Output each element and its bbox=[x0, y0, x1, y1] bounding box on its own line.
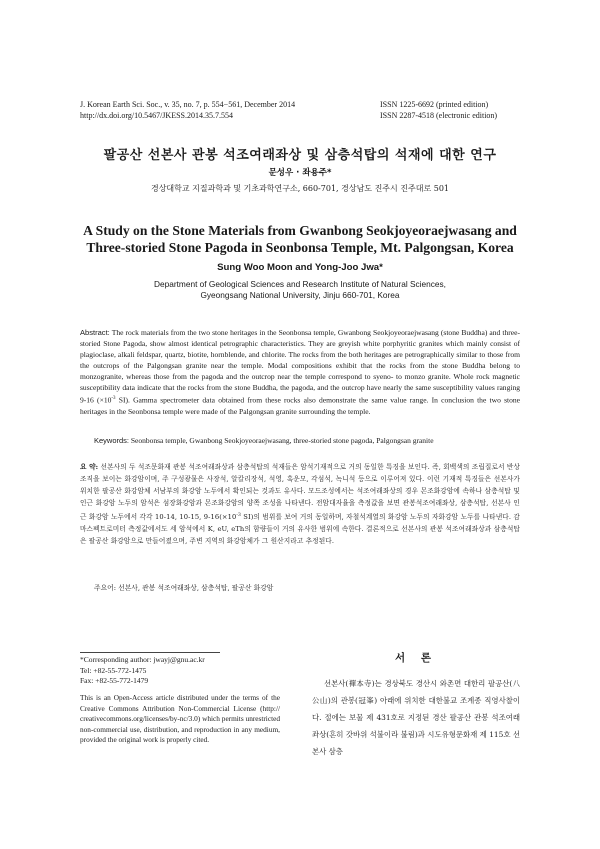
corresponding-tel: Tel: +82-55-772-1475 bbox=[80, 665, 147, 675]
korean-affiliation: 경상대학교 지질과학과 및 기초과학연구소, 660-701, 경상남도 진주시 진주대로 501 bbox=[150, 184, 450, 193]
keywords-text: Seonbonsa temple, Gwanbong Seokjoyeoraejwasang, three-storied stone pagoda, Palgongsan granite bbox=[129, 436, 434, 445]
journal-citation: J. Korean Earth Sci. Soc., v. 35, no. 7, p. 554−561, December 2014 bbox=[80, 100, 296, 109]
abstract-text: The rock materials from the two stone heritages in the Seonbonsa temple, Gwanbong Seokjoyeoraejwasang (stone Buddha) and three-storied Stone Pagoda, show almost identical petrographic characteristics. They are greyish white porphyritic granites which mainly consist of plagioclase, alkali feldspar, quartz, biotite, hornblende, and chlorite. The rocks from the both heritages are petrographically similar to those from the outcrops of the Palgongsan granite near the temple. Modal compositions exhibit that the rocks from the stone Buddha belong to monzogranite, whereas those from the pagoda and the outcrop near the temple correspond to syeno- to monzo granite. Whole rock magnetic susceptibility data indicate that the rocks from the stone Buddha, the pagoda, and the outcrop have nearly the same susceptibility values ranging 9-16 (×10 bbox=[80, 328, 520, 405]
english-title-line1: A Study on the Stone Materials from Gwanbong Seokjoyeoraejwasang and bbox=[83, 223, 517, 238]
corresponding-info bbox=[80, 655, 280, 687]
korean-abstract-label: 요 약: bbox=[80, 463, 99, 471]
issn-electronic: ISSN 2287-4518 (electronic edition) bbox=[380, 111, 498, 120]
footnote-rule bbox=[80, 652, 220, 653]
abstract-label: Abstract: bbox=[80, 328, 110, 337]
korean-keywords-label: 주요어: bbox=[94, 584, 116, 592]
english-affiliation bbox=[0, 279, 600, 301]
abstract-superscript: -3 bbox=[111, 396, 116, 401]
korean-abstract-superscript: -3 bbox=[236, 512, 241, 518]
issn-print: ISSN 1225-6692 (printed edition) bbox=[380, 100, 489, 109]
english-authors: Sung Woo Moon and Yong-Joo Jwa* bbox=[217, 262, 383, 273]
introduction-text: 선본사(禪本寺)는 경상북도 경산시 와촌면 대한리 팔공산(八公山)의 관봉(冠峯) 아래에 위치한 대한불교 조계종 직영사찰이다. 절에는 보물 제 431호로 지정된 경산 팔공산 관봉 석조여래좌상(흔히 갓바위 석불이라 불림)과 시도유형문화재 제 115호 선본사 삼층 bbox=[312, 679, 520, 756]
keywords-label: Keywords: bbox=[94, 436, 130, 445]
english-title-line2: Three-storied Stone Pagoda in Seonbonsa Temple, Mt. Palgongsan, Korea bbox=[86, 240, 514, 255]
korean-abstract-text-end: SI)의 범위를 보여 거의 동일하며, 자철석계열의 화강암 노두의 자화강암 노두를 나타낸다. 감마스펙트로미터 측정값에서도 세 암석에서 K, eU, eTh의 함량들이 거의 유사한 범위에 속한다. 결론적으로 선본사의 관봉 석조여래좌상과 삼층석탑은 팔공산 화강암으로 만들어졌으며, 주변 지역의 화강암체가 그 원산지라고 추정된다. bbox=[80, 512, 520, 545]
korean-authors: 문성우 · 좌용주* bbox=[268, 168, 332, 178]
corresponding-fax: Fax: +82-55-772-1479 bbox=[80, 676, 149, 685]
abstract bbox=[80, 327, 520, 417]
keywords bbox=[94, 436, 520, 445]
open-access-notice: This is an Open-Access article distributed under the terms of the Creative Commons Attribution Non-Commercial License (http:// creativecommons.org/licenses/by-nc/3.0) which permits unrestricted non-commercial use, distribution, and reproduction in any medium, provided the original work is properly cited. bbox=[80, 693, 280, 744]
korean-abstract-text: 선본사의 두 석조문화재 관봉 석조여래좌상과 삼층석탑의 석재들은 암석기재적으로 거의 동일한 특징을 보인다. 즉, 회백색의 조립질로서 반상조직을 보이는 화강암이며, 주 구성광물은 사장석, 알칼리장석, 석영, 흑운모, 각섬석, 녹니석 등으로 이루어져 있다. 이런 기재적 특징들은 선본사가 위치한 팔공산 화강암체 서남부의 화강암 노두에서 확인되는 것과도 유사다. 모드조성에서는 석조여래좌상의 경우 몬조화강암에 속하나 삼층석탑 및 인근 화강암 노두의 암석은 섬장화강암과 몬조화강암의 양쪽 조성을 나타낸다. 전암대자율을 측정값을 보면 관봉석조여래좌상, 삼층석탑, 선본사 인근 화강암 노두에서 각각 10-14, 10-15, 9-16(×10 bbox=[80, 463, 520, 521]
corresponding-email: *Corresponding author: jwayj@gnu.ac.kr bbox=[80, 655, 205, 664]
korean-title: 팔공산 선본사 관봉 석조여래좌상 및 삼층석탑의 석재에 대한 연구 bbox=[103, 148, 497, 163]
english-affiliation-line1: Department of Geological Sciences and Research Institute of Natural Sciences, bbox=[154, 279, 446, 289]
introduction-heading: 서 론 bbox=[395, 652, 437, 664]
english-affiliation-line2: Gyeongsang National University, Jinju 660-701, Korea bbox=[200, 290, 400, 300]
english-title bbox=[40, 222, 560, 256]
doi-link[interactable]: http://dx.doi.org/10.5467/JKESS.2014.35.7.554 bbox=[80, 111, 233, 120]
korean-abstract bbox=[80, 462, 520, 548]
abstract-text-end: SI). Gamma spectrometer data obtained from these rocks also demonstrate the same value range. In conclusion the two stone heritages in the Seonbonsa temple were made of the Palgongsan granite surrounding the temple. bbox=[80, 395, 520, 416]
introduction-body bbox=[312, 675, 520, 760]
korean-keywords bbox=[94, 582, 520, 592]
korean-keywords-text: 선본사, 관봉 석조여래좌상, 삼층석탑, 팔공산 화강암 bbox=[116, 584, 274, 592]
